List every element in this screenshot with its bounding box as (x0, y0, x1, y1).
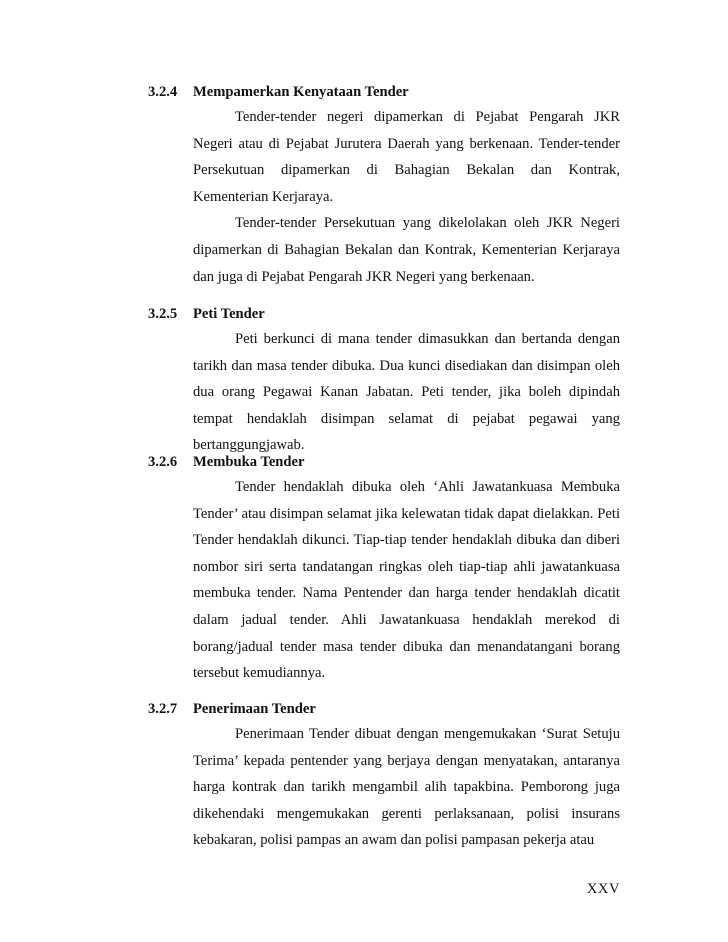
paragraph: Peti berkunci di mana tender dimasukkan dan bertanda dengan tarikh dan masa tender dibuka. Dua kunci disediakan dan disimpan oleh dua orang Pegawai Kanan Jabatan. Peti tender, jika boleh dipindah tempat hendaklah disimpan selamat di pejabat pegawai yang bertanggungjawab. (193, 331, 620, 454)
section-heading (148, 701, 620, 721)
section-title: Peti Tender (193, 306, 265, 322)
section-3-2-7 (148, 701, 620, 854)
paragraph: Tender-tender negeri dipamerkan di Pejabat Pengarah JKR Negeri atau di Pejabat Jurutera Daerah yang berkenaan. Tender-tender Persekutuan dipamerkan di Bahagian Bekalan dan Kontrak, Kementerian Kerjaraya. (193, 109, 620, 205)
section-title: Membuka Tender (193, 454, 305, 470)
paragraph: Tender-tender Persekutuan yang dikelolakan oleh JKR Negeri dipamerkan di Bahagian Bekalan dan Kontrak, Kementerian Kerjaraya dan juga di Pejabat Pengarah JKR Negeri yang berkenaan. (193, 215, 620, 285)
section-number: 3.2.7 (148, 701, 178, 717)
section-3-2-5 (148, 306, 620, 459)
section-number: 3.2.5 (148, 306, 178, 322)
section-heading (148, 84, 620, 104)
paragraph: Penerimaan Tender dibuat dengan mengemukakan ‘Surat Setuju Terima’ kepada pentender yang berjaya dengan menyatakan, antaranya harga kontrak dan tarikh mengambil alih tapakbina. Pemborong juga dikehendaki mengemukakan gerenti perlaksanaan, polisi insurans kebakaran, polisi pampas an awam dan polisi pampasan pekerja atau (193, 726, 620, 849)
section-number: 3.2.6 (148, 454, 178, 470)
section-number: 3.2.4 (148, 84, 178, 100)
section-heading (148, 306, 620, 326)
section-title: Mempamerkan Kenyataan Tender (193, 84, 409, 100)
section-title: Penerimaan Tender (193, 701, 316, 717)
paragraph: Tender hendaklah dibuka oleh ‘Ahli Jawatankuasa Membuka Tender’ atau disimpan selamat jika kelewatan tidak dapat dielakkan. Peti Tender hendaklah dikunci. Tiap-tiap tender hendaklah dibuka dan diberi nombor siri serta tandatangan ringkas oleh tiap-tiap ahli jawatankuasa membuka tender. Nama Pentender dan harga tender hendaklah dicatit dalam jadual tender. Ahli Jawatankuasa hendaklah merekod di borang/jadual tender masa tender dibuka dan menandatangani borang tersebut kemudiannya. (193, 479, 620, 682)
section-3-2-6 (148, 454, 620, 687)
section-3-2-4 (148, 84, 620, 290)
page-number: XXV (586, 881, 620, 897)
section-heading (148, 454, 620, 474)
